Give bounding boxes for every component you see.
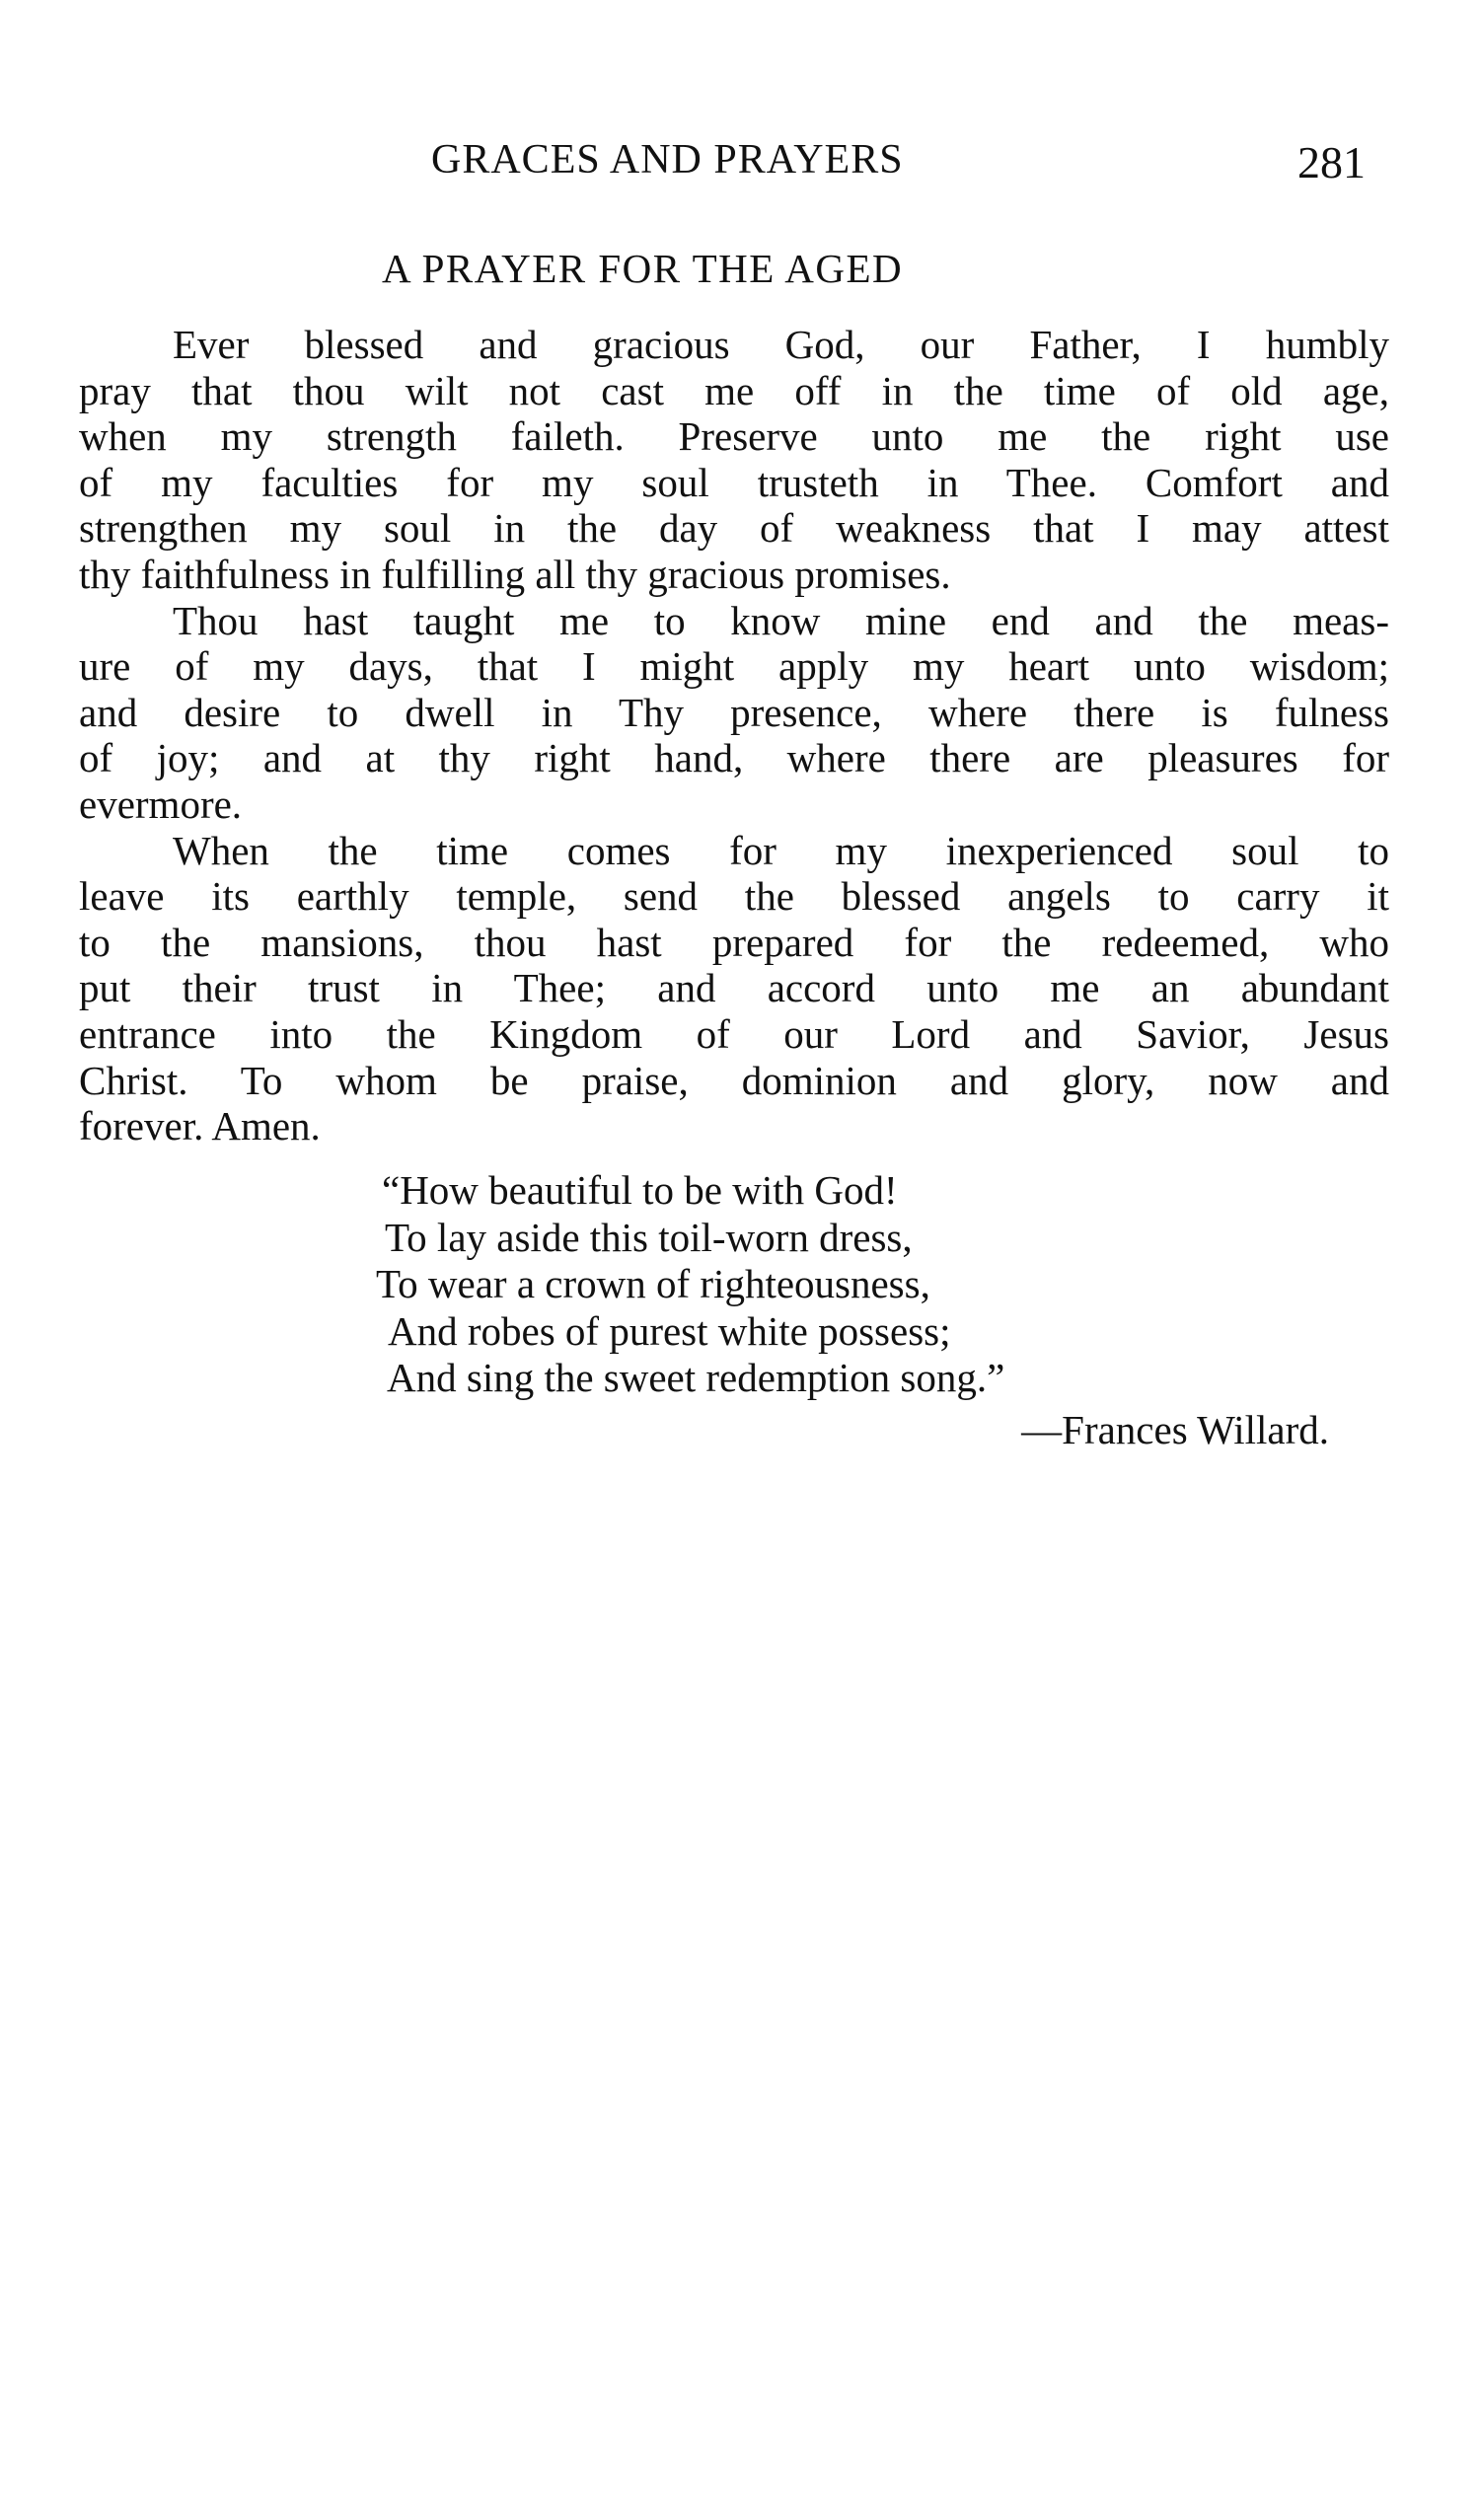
poem-line: And robes of purest white possess; (388, 1307, 951, 1354)
paragraph-1-line: thy faithfulness in fulfilling all thy gracious promises. (79, 551, 951, 597)
paragraph-2-line: evermore. (79, 780, 243, 827)
poem-quote (375, 1167, 1004, 1402)
paragraph-2-line: and desire to dwell in Thy presence, where there is fulness (79, 689, 1389, 735)
poem-attribution: —Frances Willard. (1021, 1407, 1329, 1452)
running-head: GRACES AND PRAYERS (431, 137, 904, 183)
paragraph-3-line: entrance into the Kingdom of our Lord and Savior, Jesus (79, 1010, 1389, 1057)
page-number: 281 (1297, 137, 1366, 187)
paragraph-1-line: when my strength faileth. Preserve unto me the right use (79, 413, 1389, 460)
paragraph-1-line: of my faculties for my soul trusteth in Thee. Comfort and (79, 459, 1389, 505)
paragraph-3-line: When the time comes for my inexperienced soul to (173, 827, 1389, 873)
paragraph-1-line: strengthen my soul in the day of weakness that I may attest (79, 505, 1389, 552)
paragraph-3-line: put their trust in Thee; and accord unto me an abundant (79, 965, 1389, 1011)
poem-line: “How beautiful to be with God! (382, 1167, 898, 1213)
paragraph-3-line: Christ. To whom be praise, dominion and glory, now and (79, 1057, 1389, 1103)
paragraph-3-line: leave its earthly temple, send the blessed angels to carry it (79, 873, 1389, 920)
paragraph-1-line: pray that thou wilt not cast me off in the time of old age, (79, 367, 1389, 413)
paragraph-2-line: of joy; and at thy right hand, where there are pleasures for (79, 735, 1389, 781)
prayer-title: A PRAYER FOR THE AGED (382, 246, 904, 291)
poem-line: To lay aside this toil-worn dress, (385, 1214, 913, 1260)
paragraph-2-line: ure of my days, that I might apply my heart unto wisdom; (79, 643, 1389, 690)
paragraph-1-line: Ever blessed and gracious God, our Father, I humbly (173, 322, 1389, 367)
poem-line: To wear a crown of righteousness, (376, 1261, 930, 1306)
paragraph-3-line: to the mansions, thou hast prepared for the redeemed, who (79, 919, 1389, 965)
paragraph-2-line: Thou hast taught me to know mine end and the meas- (173, 597, 1389, 643)
paragraph-3-line: forever. Amen. (79, 1103, 321, 1149)
prayer-body (79, 322, 1389, 1149)
poem-line: And sing the sweet redemption song.” (387, 1355, 1005, 1400)
